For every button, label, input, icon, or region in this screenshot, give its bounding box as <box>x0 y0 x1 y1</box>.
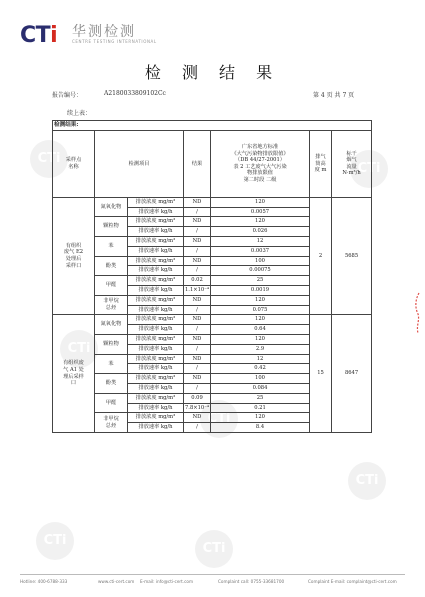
result-cell: / <box>184 246 211 256</box>
parameter-cell: 排放浓度 mg/m³ <box>128 236 184 246</box>
parameter-cell: 排放浓度 mg/m³ <box>128 276 184 286</box>
watermark-logo: CTi <box>195 530 233 568</box>
limit-cell: 0.075 <box>211 305 310 315</box>
seal-stamp-fragment <box>413 292 421 334</box>
header-flow: 标干 烟气 流量 N·m³/h <box>332 130 372 197</box>
result-cell: ND <box>184 374 211 384</box>
pollutant-name: 非甲烷 总烃 <box>95 413 128 433</box>
result-cell: ND <box>184 236 211 246</box>
result-cell: / <box>184 344 211 354</box>
table-row <box>53 197 372 207</box>
footer-complaint-call: Complaint call: 0755-33681700 <box>218 579 285 584</box>
watermark-logo: CTi <box>200 400 238 438</box>
watermark-logo: CTi <box>348 462 386 500</box>
pollutant-name: 酚类 <box>95 256 128 276</box>
page-info: 第 4 页 共 7 页 <box>313 92 355 99</box>
result-cell: / <box>184 364 211 374</box>
result-cell: / <box>184 305 211 315</box>
parameter-cell: 排放速率 kg/h <box>128 383 184 393</box>
parameter-cell: 排放浓度 mg/m³ <box>128 197 184 207</box>
result-cell: / <box>184 383 211 393</box>
pollutant-name: 苯 <box>95 354 128 374</box>
watermark-logo: CTi <box>60 330 98 368</box>
footer-divider <box>20 574 405 575</box>
pollutant-name: 氮氧化物 <box>95 197 128 217</box>
results-table <box>52 120 372 433</box>
limit-cell: 0.00075 <box>211 266 310 276</box>
parameter-cell: 排放速率 kg/h <box>128 364 184 374</box>
cti-logo-mark: CTi <box>20 23 58 48</box>
limit-cell: 2.9 <box>211 344 310 354</box>
parameter-cell: 排放速率 kg/h <box>128 403 184 413</box>
result-cell: 0.02 <box>184 276 211 286</box>
result-cell: ND <box>184 413 211 423</box>
limit-cell: 25 <box>211 393 310 403</box>
parameter-cell: 排放浓度 mg/m³ <box>128 413 184 423</box>
parameter-cell: 排放速率 kg/h <box>128 227 184 237</box>
parameter-cell: 排放速率 kg/h <box>128 285 184 295</box>
limit-cell: 12 <box>211 236 310 246</box>
result-cell: ND <box>184 197 211 207</box>
parameter-cell: 排放速率 kg/h <box>128 325 184 335</box>
limit-cell: 100 <box>211 256 310 266</box>
parameter-cell: 排放浓度 mg/m³ <box>128 315 184 325</box>
result-cell: ND <box>184 354 211 364</box>
pollutant-name: 苯 <box>95 236 128 256</box>
brand-name-cn: 华测检测 <box>72 24 136 40</box>
result-cell: 7.8×10⁻⁴ <box>184 403 211 413</box>
limit-cell: 0.21 <box>211 403 310 413</box>
result-cell: / <box>184 227 211 237</box>
footer-complaint-email[interactable]: Complaint E-mail: complaint@cti-cert.com <box>308 579 397 584</box>
continued-label: 续上表： <box>67 110 92 117</box>
limit-cell: 12 <box>211 354 310 364</box>
parameter-cell: 排放速率 kg/h <box>128 305 184 315</box>
pollutant-name: 甲醛 <box>95 393 128 413</box>
flow-cell: 5685 <box>332 197 372 315</box>
result-cell: ND <box>184 315 211 325</box>
limit-cell: 0.0019 <box>211 285 310 295</box>
limit-cell: 0.42 <box>211 364 310 374</box>
result-cell: 1.1×10⁻⁴ <box>184 285 211 295</box>
page-title: 检 测 结 果 <box>144 63 281 82</box>
header-item: 检测项目 <box>95 130 184 197</box>
sampling-point-name: 有组织废 气 A1 处 理后采样 口 <box>53 315 95 433</box>
limit-cell: 0.64 <box>211 325 310 335</box>
footer-email[interactable]: E-mail: info@cti-cert.com <box>140 579 194 584</box>
flow-cell: 8647 <box>332 315 372 433</box>
limit-cell: 100 <box>211 374 310 384</box>
parameter-cell: 排放速率 kg/h <box>128 246 184 256</box>
watermark-logo: CTi <box>350 150 388 188</box>
pollutant-name: 颗粒物 <box>95 334 128 354</box>
brand-name-en: CENTRE TESTING INTERNATIONAL <box>72 39 157 44</box>
parameter-cell: 排放浓度 mg/m³ <box>128 295 184 305</box>
result-cell: ND <box>184 256 211 266</box>
table-row <box>53 315 372 325</box>
result-cell: ND <box>184 217 211 227</box>
limit-cell: 120 <box>211 295 310 305</box>
result-cell: 0.09 <box>184 393 211 403</box>
pollutant-name: 颗粒物 <box>95 217 128 237</box>
parameter-cell: 排放速率 kg/h <box>128 207 184 217</box>
footer-website[interactable]: www.cti-cert.com <box>98 579 135 584</box>
report-number-label: 报告编号： <box>52 92 83 99</box>
parameter-cell: 排放浓度 mg/m³ <box>128 334 184 344</box>
result-cell: ND <box>184 295 211 305</box>
limit-cell: 0.0037 <box>211 246 310 256</box>
watermark-logo: CTi <box>30 140 68 178</box>
parameter-cell: 排放浓度 mg/m³ <box>128 256 184 266</box>
parameter-cell: 排放浓度 mg/m³ <box>128 393 184 403</box>
limit-cell: 120 <box>211 197 310 207</box>
report-number: A2180033809102Cc <box>104 90 166 97</box>
header-stack-height: 排气 筒高 度 m <box>310 130 332 197</box>
limit-cell: 0.026 <box>211 227 310 237</box>
sampling-point-name: 有组织 废气 E2 处理后 采样口 <box>53 197 95 315</box>
limit-cell: 120 <box>211 217 310 227</box>
result-cell: ND <box>184 334 211 344</box>
pollutant-name: 氮氧化物 <box>95 315 128 335</box>
pollutant-name: 甲醛 <box>95 276 128 296</box>
header-sampling-point: 采样点 名称 <box>53 130 95 197</box>
parameter-cell: 排放速率 kg/h <box>128 344 184 354</box>
limit-cell: 0.0057 <box>211 207 310 217</box>
parameter-cell: 排放速率 kg/h <box>128 266 184 276</box>
parameter-cell: 排放浓度 mg/m³ <box>128 354 184 364</box>
limit-cell: 0.084 <box>211 383 310 393</box>
section-title: 检测结果: <box>53 121 372 131</box>
watermark-logo: CTi <box>36 522 74 560</box>
result-cell: / <box>184 423 211 433</box>
limit-cell: 25 <box>211 276 310 286</box>
pollutant-name: 酚类 <box>95 374 128 394</box>
result-cell: / <box>184 325 211 335</box>
parameter-cell: 排放速率 kg/h <box>128 423 184 433</box>
pollutant-name: 非甲烷 总烃 <box>95 295 128 315</box>
limit-cell: 8.4 <box>211 423 310 433</box>
stack-height-cell: 15 <box>310 315 332 433</box>
result-cell: / <box>184 207 211 217</box>
parameter-cell: 排放浓度 mg/m³ <box>128 374 184 384</box>
parameter-cell: 排放浓度 mg/m³ <box>128 217 184 227</box>
stack-height-cell: 2 <box>310 197 332 315</box>
header-result: 结果 <box>184 130 211 197</box>
header-standard: 广东省地方标准 《大气污染物排放限值》 （DB 44/27-2001） 表 2 工艺废气大气污染 物排放限值 第二时段 二级 <box>211 130 310 197</box>
limit-cell: 120 <box>211 413 310 423</box>
limit-cell: 120 <box>211 315 310 325</box>
result-cell: / <box>184 266 211 276</box>
footer-hotline: Hotline: 400-6788-333 <box>20 579 68 584</box>
limit-cell: 120 <box>211 334 310 344</box>
